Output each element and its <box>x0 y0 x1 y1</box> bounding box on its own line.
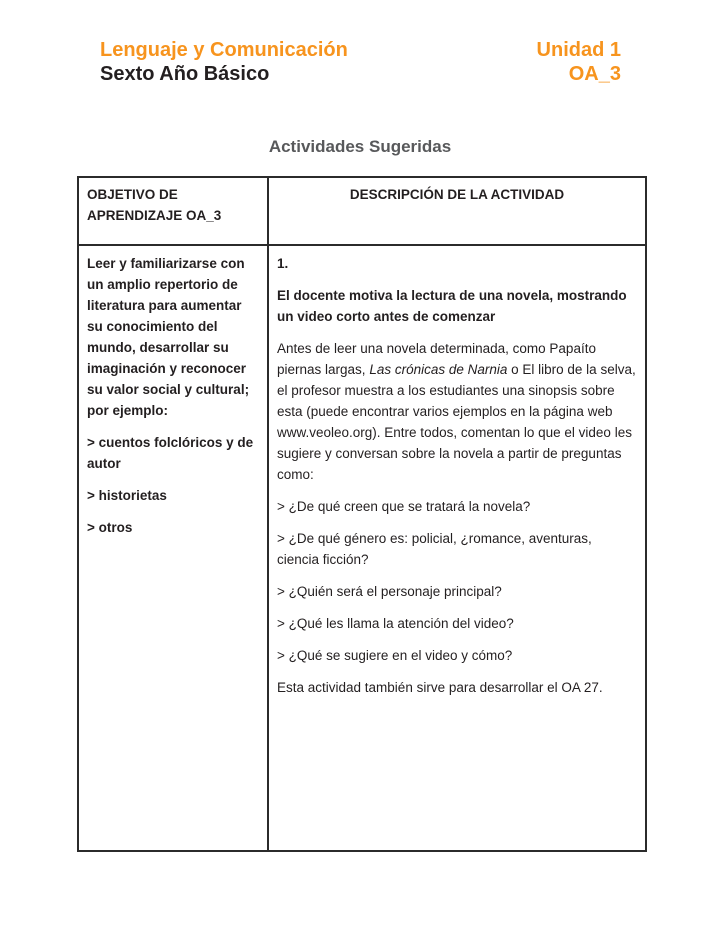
document-header <box>0 0 720 86</box>
oa-label: OA_3 <box>568 63 621 85</box>
objective-bullet: > historietas <box>87 488 167 503</box>
activity-intro-text: Antes de leer una novela determinada, como Papaíto piernas largas, <box>277 341 596 377</box>
header-left <box>100 38 348 86</box>
unit-label: Unidad 1 <box>536 39 621 61</box>
objective-cell <box>78 245 268 851</box>
activity-question: > ¿De qué género es: policial, ¿romance, aventuras, ciencia ficción? <box>277 531 592 567</box>
table-header-row <box>78 177 646 245</box>
activity-question: > ¿De qué creen que se tratará la novela? <box>277 499 531 514</box>
activity-question: > ¿Qué les llama la atención del video? <box>277 616 514 631</box>
activity-number: 1. <box>277 256 289 271</box>
table-body-row <box>78 245 646 851</box>
grade-title: Sexto Año Básico <box>100 63 270 85</box>
activity-closing: Esta actividad también sirve para desarrollar el OA 27. <box>277 680 603 695</box>
page-title: Actividades Sugeridas <box>268 137 452 156</box>
activity-intro-book-title: Las crónicas de Narnia <box>369 362 508 377</box>
activity-cell <box>268 245 646 851</box>
objective-bullet: > cuentos folclóricos y de autor <box>87 435 254 471</box>
objective-paragraph: Leer y familiarizarse con un amplio repertorio de literatura para aumentar su conocimiento del mundo, desarrollar su imaginación y reconocer su valor social y cultural; por ejemplo: <box>87 256 250 418</box>
column-header-descripcion: DESCRIPCIÓN DE LA ACTIVIDAD <box>268 177 646 245</box>
activity-title: El docente motiva la lectura de una novela, mostrando un video corto antes de comenzar <box>277 288 627 324</box>
activity-question: > ¿Qué se sugiere en el video y cómo? <box>277 648 513 663</box>
column-header-objetivo: OBJETIVO DE APRENDIZAJE OA_3 <box>78 177 268 245</box>
objective-bullet: > otros <box>87 520 133 535</box>
activity-question: > ¿Quién será el personaje principal? <box>277 584 502 599</box>
subject-title: Lenguaje y Comunicación <box>100 39 348 61</box>
activity-intro-text: o El libro de la selva, el profesor muestra a los estudiantes una sinopsis sobre esta (puede encontrar varios ejemplos en la página web www.veoleo.org). Entre todos, comentan lo que el video les sugiere y conversan sobre la novela a partir de preguntas como: <box>277 362 636 482</box>
activities-table <box>77 176 647 852</box>
header-right <box>537 38 621 86</box>
activity-intro <box>277 338 637 485</box>
